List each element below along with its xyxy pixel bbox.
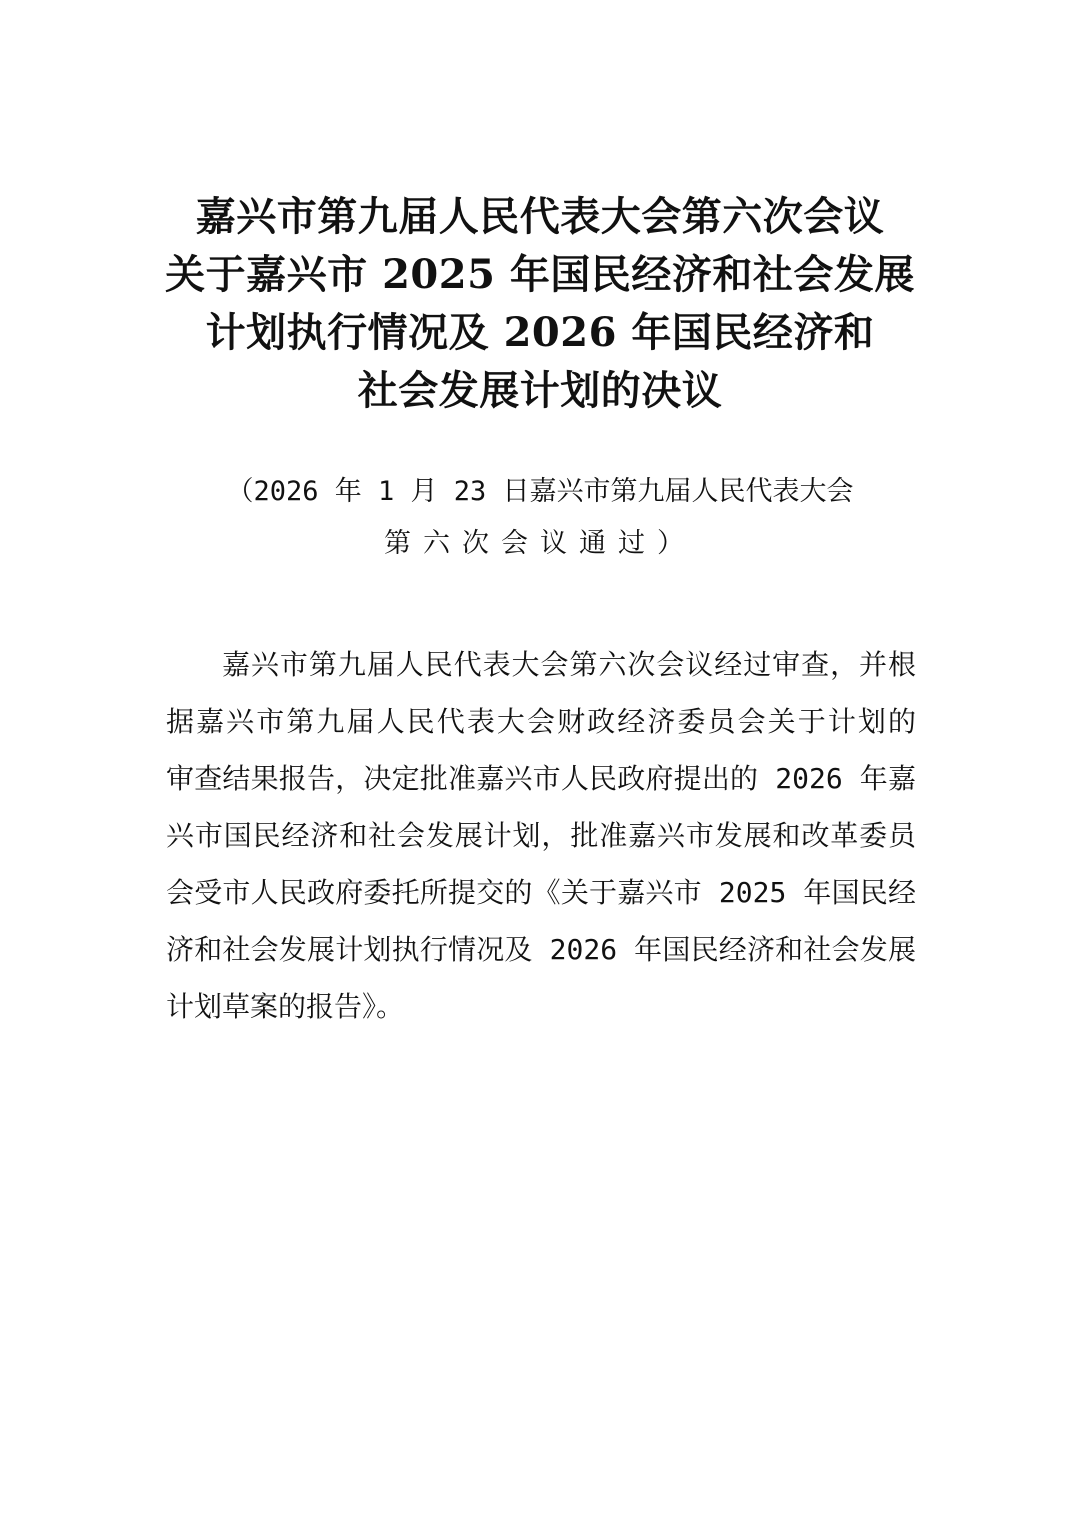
subtitle-line-2: 第六次会议通过） [384, 528, 696, 559]
title-line-4: 社会发展计划的决议 [357, 367, 723, 414]
document-title [0, 188, 1080, 420]
body-line-6: 济和社会发展计划执行情况及 2026 年国民经济和社会发展 [166, 933, 916, 966]
subtitle-line-2-wrap [0, 526, 1080, 562]
body-line-2: 据嘉兴市第九届人民代表大会财政经济委员会关于计划的 [166, 705, 916, 738]
title-line-1: 嘉兴市第九届人民代表大会第六次会议 [195, 193, 885, 240]
subtitle-line-1: （2026 年 1 月 23 日嘉兴市第九届人民代表大会 [226, 476, 854, 507]
body-line-7: 计划草案的报告》。 [166, 990, 405, 1023]
resolution-body [166, 636, 916, 1035]
title-line-3: 计划执行情况及 2026 年国民经济和 [205, 309, 875, 356]
body-line-5: 会受市人民政府委托所提交的《关于嘉兴市 2025 年国民经 [166, 876, 916, 909]
subtitle-line-1-wrap [0, 474, 1080, 510]
body-line-4: 兴市国民经济和社会发展计划，批准嘉兴市发展和改革委员 [166, 819, 916, 852]
body-line-3: 审查结果报告，决定批准嘉兴市人民政府提出的 2026 年嘉 [166, 762, 916, 795]
body-line-1: 嘉兴市第九届人民代表大会第六次会议经过审查，并根 [222, 648, 916, 681]
title-line-2: 关于嘉兴市 2025 年国民经济和社会发展 [165, 251, 915, 298]
